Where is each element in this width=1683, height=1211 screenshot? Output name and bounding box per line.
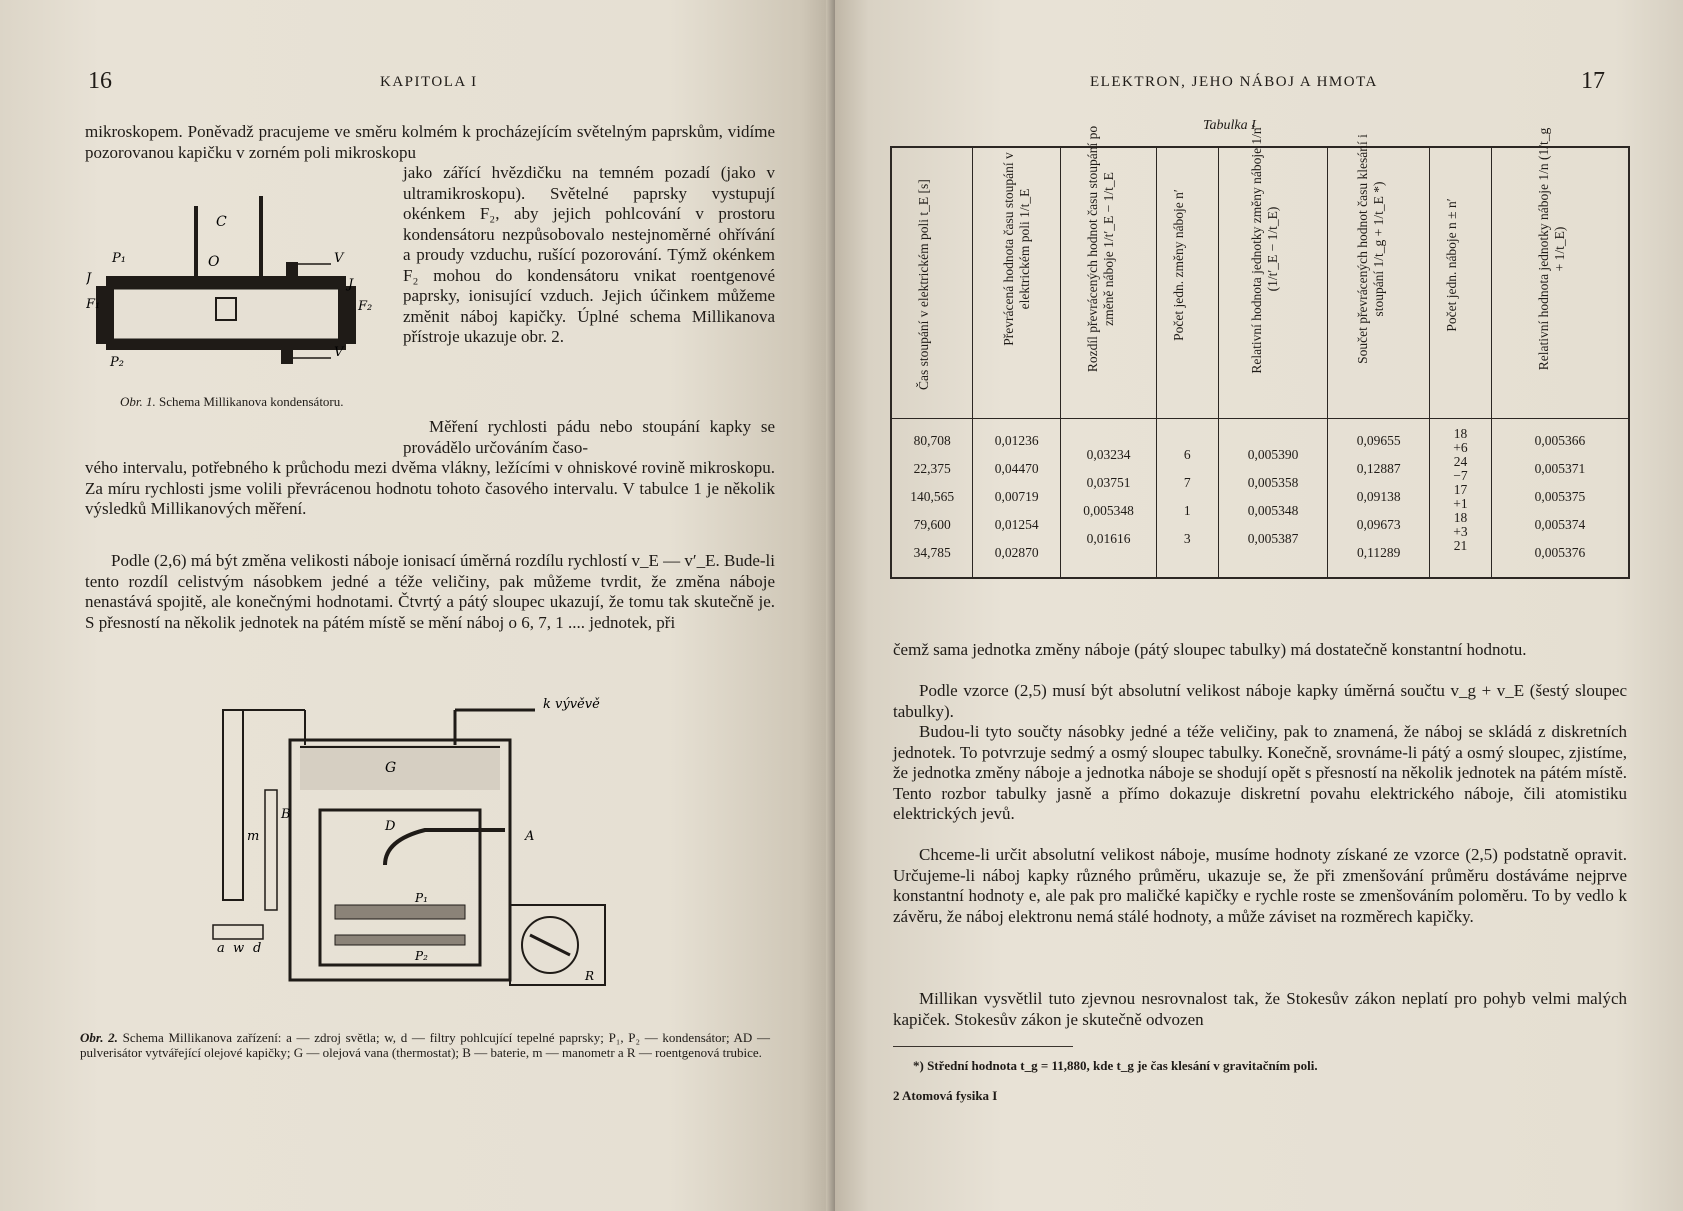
svg-text:J: J [86,271,92,286]
table-cell: 0,04470 [994,461,1039,476]
table-header-cell [1328,134,1430,419]
header-label: Převrácená hodnota času stoupání v elektrickém poli 1/t_E [1000,152,1032,346]
header-label: Součet převrácených hodnot času klesání i stoupání 1/t_g + 1/t_E *) [1354,134,1386,364]
table-cell: 17 [1453,482,1468,497]
table-column-1 [891,419,973,579]
table-cell: +3 [1453,524,1468,539]
table-cell: 0,005366 [1534,433,1586,448]
table-cell: 0,01254 [994,517,1039,532]
svg-text:D: D [385,819,396,834]
table-cell: 0,03751 [1086,475,1131,490]
svg-text:V: V [334,251,344,266]
text-block: čemž sama jednotka změny náboje (pátý sloupec tabulky) má dostatečně konstantní hodnotu. [893,640,1527,659]
header-label: Počet jedn. náboje n ± n′ [1444,198,1460,332]
table-column-7 [1430,419,1492,579]
table-column-4 [1156,419,1218,579]
table-column-8 [1491,419,1629,579]
text-block: Budou-li tyto součty násobky jedné a téže veličiny, pak to znamená, že náboj se skládá z diskretních jednotek. To potvrzuje sedmý a osmý sloupec tabulky. Konečně, srovnáme-li pátý a osmý sloupec, zjistíme, že jednotka změny náboje a jednotka náboje se shodují opět s přesností na několik jednotek na pátém místě. Tento rozbor tabulky jasně a přímo dokazuje diskretní povahu elektrického náboje, čili atomistiku elektrických jevů. [893,722,1627,823]
text-block: Chceme-li určit absolutní velikost náboje, musíme hodnoty získané ze vzorce (2,5) podstatně opravit. Určujeme-li náboj kapky různého průměru, ukazuje se, že při zmenšování průměru dostáváme nejprve konstantní hodnoty e, ale pak pro maličké kapičky e rychle roste se zmenšováním poloměru. To by vedlo k závěru, že náboj elektronu nemá stálé hodnoty, a může záviset na rozměrech kapičky. [893,845,1627,926]
table-cell: 0,005390 [1247,447,1299,462]
svg-text:P₁: P₁ [415,891,428,905]
svg-text:J: J [348,277,354,292]
svg-text:F₂: F₂ [358,299,373,314]
table-cell: 24 [1453,454,1468,469]
table-cell: 18 [1453,426,1468,441]
table-cell: 6 [1183,447,1191,462]
figure-2-caption [80,1030,770,1060]
text-block: Podle (2,6) má být změna velikosti náboje ionisací úměrná rozdílu rychlostí v_E — v′_E. Bude-li tento rozdíl celistvým násobkem jedné a téže veličiny, pak můžeme tvrdit, že změna náboje nenastává spojitě, ale konečnými hodnotami. Čtvrtý a pátý sloupec ukazují, že tomu tak skutečně je. S přesností na několik jednotek na pátém místě se mění náboj o 6, 7, 1 .... jednotek, při [85,551,775,632]
table-header-row [891,147,1629,419]
table-header-cell [973,147,1061,419]
table-header-cell [891,147,973,419]
table-cell: +6 [1453,440,1468,455]
table-cell: 18 [1453,510,1468,525]
table-cell: 7 [1183,475,1191,490]
table-body-row [891,419,1629,579]
table-cell: 0,01616 [1086,531,1131,546]
svg-text:P₂: P₂ [110,355,124,370]
table-cell: 0,09655 [1356,433,1401,448]
table-header-cell [1430,147,1492,419]
table-cell: 0,09138 [1356,489,1401,504]
table-header-cell [1061,125,1157,419]
table-title: Tabulka I [1203,118,1256,133]
svg-text:w: w [233,941,245,956]
table-cell: 1 [1183,503,1191,518]
table-header-cell [1156,147,1218,419]
table-cell: 0,005358 [1247,475,1299,490]
svg-text:A: A [525,829,535,844]
text-block: Podle vzorce (2,5) musí být absolutní velikost náboje kapky úměrná součtu v_g + v_E (šestý sloupec tabulky). [893,681,1627,721]
text-block: Millikan vysvětlil tuto zjevnou nesrovnalost tak, že Stokesův zákon neplatí pro pohyb velmi malých kapiček. Stokesův zákon je skutečně odvozen [893,989,1627,1029]
figure-2-caption-text: Schema Millikanova zařízení: a — zdroj světla; w, d — filtry pohlcující tepelné paprsky; P₁, P₂ — kondensátor; AD — pulverisátor vytvářející olejové kapičky; G — olejová vana (thermostat); B — baterie, m — manometr a R — roentgenová trubice. [80,1030,770,1060]
figure-1-caption-text: Schema Millikanova kondensátoru. [159,394,344,409]
right-page [835,0,1683,1211]
svg-text:d: d [253,941,262,956]
svg-text:P₁: P₁ [112,251,126,266]
header-label: Čas stoupání v elektrickém poli t_E [s] [916,179,932,390]
table-header-cell [1218,124,1328,419]
table-cell: 34,785 [913,545,951,560]
header-label: Relativní hodnota jednotky změny náboje 1/n′ (1/t′_E − 1/t_E) [1249,124,1280,374]
figure-1-condenser-diagram [86,196,391,386]
table-column-6 [1328,419,1430,579]
table-header-cell [1491,127,1629,419]
svg-text:G: G [385,760,397,776]
svg-text:m: m [247,829,260,844]
header-label: Počet jedn. změny náboje n′ [1171,189,1187,341]
left-page [0,0,835,1211]
footnote-rule [893,1046,1073,1047]
table-column-3 [1061,419,1157,579]
header-label: Relativní hodnota jednotky náboje 1/n (1/t_g + 1/t_E) [1535,127,1567,371]
header-label: Rozdíl převrácených hodnot času stoupání po změně náboje 1/t′_E − 1/t_E [1084,125,1116,373]
figure-1-caption [120,394,350,409]
table-cell: 140,565 [910,489,955,504]
table-cell: 0,12887 [1356,461,1401,476]
table-column-2 [973,419,1061,579]
table-cell: 0,03234 [1086,447,1131,462]
text-block: vého intervalu, potřebného k průchodu mezi dvěma vlákny, ležícími v ohniskové rovině mikroskopu. Za míru rychlosti jsme volili převrácenou hodnotu tohoto časového intervalu. V tabulce 1 je několik výsledků Millikanových měření. [85,458,775,518]
table-cell: 0,005376 [1534,545,1586,560]
svg-text:C: C [216,214,227,230]
table-cell: 0,01236 [994,433,1039,448]
running-header: ELEKTRON, JEHO NÁBOJ A HMOTA [1090,74,1378,90]
figure-1-caption-label: Obr. 1. [120,394,156,409]
table-cell: 0,11289 [1357,545,1401,560]
table-cell: −7 [1453,468,1468,483]
svg-text:O: O [208,254,220,270]
svg-text:B: B [281,807,291,822]
table-cell: 0,005371 [1534,461,1586,476]
svg-text:F₁: F₁ [86,297,101,312]
svg-text:R: R [585,969,595,983]
table-cell: 0,005387 [1247,531,1299,546]
text-block: jako zářící hvězdičku na temném pozadí (jako v ultramikroskopu). Světelné paprsky vystupují okénkem F₂, aby jejich pohlcování v prostoru kondensátoru nezpůsobovalo nestejnoměrné ohřívání a proudy vzduchu, rušící pozorování. Týmž okénkem F₂ mohou do kondensátoru vnikat roentgenové paprsky, ionisující vzduch. Jejich účinkem můžeme změnit náboj kapičky. Úplné schema Millikanova přístroje ukazuje obr. 2. [403,163,775,346]
table-cell: 79,600 [913,517,951,532]
table-cell: 0,005348 [1083,503,1134,518]
figure-2-caption-label: Obr. 2. [80,1030,118,1045]
table-cell: 0,00719 [994,489,1039,504]
page-number: 17 [1581,68,1605,94]
table-column-5 [1218,419,1328,579]
table-cell: 21 [1453,538,1468,553]
page-number: 16 [88,68,112,94]
table-cell: 0,02870 [994,545,1039,560]
text-block: Měření rychlosti pádu nebo stoupání kapky se provádělo určováním časo- [403,417,775,457]
table-cell: 0,005348 [1247,503,1299,518]
footnote: *) Střední hodnota t_g = 11,880, kde t_g je čas klesání v gravitačním poli. [913,1058,1318,1073]
table-cell: 3 [1183,531,1191,546]
table-cell: 0,09673 [1356,517,1401,532]
table-cell: 0,005375 [1534,489,1586,504]
svg-text:k vývěvě: k vývěvě [543,697,600,712]
running-header: KAPITOLA I [380,74,478,90]
figure-2-apparatus-diagram [205,690,645,1010]
svg-text:V: V [334,345,344,360]
table-cell: 22,375 [913,461,951,476]
svg-text:P₂: P₂ [415,949,428,963]
svg-text:a: a [217,941,225,956]
table-cell: 0,005374 [1534,517,1586,532]
signature-mark: 2 Atomová fysika I [893,1088,998,1103]
table-cell: 80,708 [913,433,951,448]
text-block: mikroskopem. Poněvadž pracujeme ve směru kolmém k procházejícím světelným paprskům, vidíme pozorovanou kapičku v zorném poli mikroskopu [85,122,775,162]
table-cell: +1 [1453,496,1468,511]
